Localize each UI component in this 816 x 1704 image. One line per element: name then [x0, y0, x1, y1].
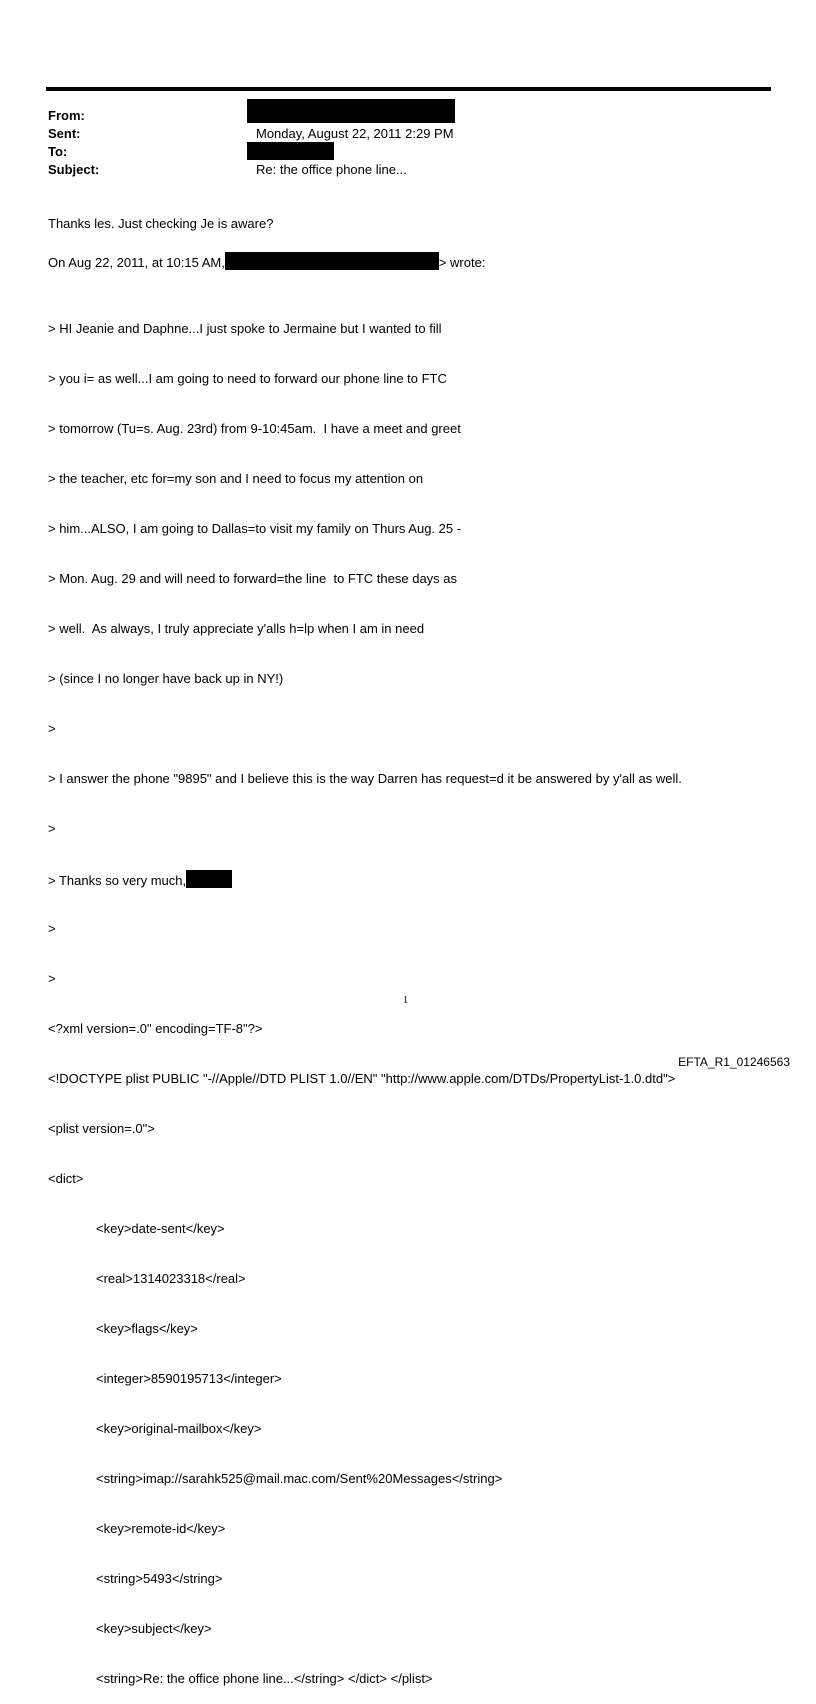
plist-entry: <string>Re: the office phone line...</string> </dict> </plist>	[96, 1671, 433, 1686]
attribution-line	[48, 252, 485, 271]
xml-declaration: <?xml version=.0" encoding=TF-8"?>	[48, 1021, 263, 1036]
subject-value: Re: the office phone line...	[256, 162, 407, 177]
page-number: 1	[403, 995, 408, 1006]
plist-open: <plist version=.0">	[48, 1121, 155, 1136]
quoted-line: > (since I no longer have back up in NY!)	[48, 671, 284, 686]
quoted-line: > Mon. Aug. 29 and will need to forward=the line to FTC these days as	[48, 571, 458, 586]
sent-label: Sent:	[48, 126, 81, 141]
quoted-line: >	[48, 821, 56, 836]
quoted-line: >	[48, 921, 56, 936]
reply-line: Thanks les. Just checking Je is aware?	[48, 216, 274, 231]
from-redaction	[247, 99, 455, 123]
quoted-line: >	[48, 721, 56, 736]
thanks-line	[48, 870, 682, 888]
doctype-line: <!DOCTYPE plist PUBLIC "-//Apple//DTD PLIST 1.0//EN" "http://www.apple.com/DTDs/PropertyList-1.0.dtd">	[48, 1071, 676, 1086]
attribution-prefix: On Aug 22, 2011, at 10:15 AM,	[48, 255, 225, 270]
to-redaction	[247, 142, 334, 160]
plist-entry: <key>date-sent</key>	[96, 1221, 225, 1236]
quoted-line: > well. As always, I truly appreciate y'alls h=lp when I am in need	[48, 621, 425, 636]
quoted-line: > HI Jeanie and Daphne...I just spoke to Jermaine but I wanted to fill	[48, 321, 442, 336]
document-id: EFTA_R1_01246563	[678, 1055, 790, 1069]
attribution-suffix: > wrote:	[438, 255, 486, 270]
quoted-line: > you i= as well...I am going to need to forward our phone line to FTC	[48, 371, 447, 386]
quoted-line: > the teacher, etc for=my son and I need to focus my attention on	[48, 471, 424, 486]
signature-redaction	[186, 870, 232, 888]
plist-entry: <string>5493</string>	[96, 1571, 223, 1586]
quoted-line: > him...ALSO, I am going to Dallas=to visit my family on Thurs Aug. 25 -	[48, 521, 462, 536]
plist-entry: <real>1314023318</real>	[96, 1271, 246, 1286]
plist-entry: <key>flags</key>	[96, 1321, 198, 1336]
from-label: From:	[48, 108, 85, 123]
quoted-message	[48, 288, 682, 1704]
dict-open: <dict>	[48, 1171, 84, 1186]
quoted-line: >	[48, 971, 56, 986]
to-label: To:	[48, 144, 68, 159]
plist-entry: <integer>8590195713</integer>	[96, 1371, 282, 1386]
plist-entry: <key>remote-id</key>	[96, 1521, 226, 1536]
subject-label: Subject:	[48, 162, 100, 177]
header-rule	[46, 87, 771, 91]
plist-entry: <key>subject</key>	[96, 1621, 212, 1636]
quoted-line: > tomorrow (Tu=s. Aug. 23rd) from 9-10:45am. I have a meet and greet	[48, 421, 461, 436]
sender-redaction	[225, 252, 439, 270]
thanks-text: > Thanks so very much,	[48, 873, 187, 888]
plist-entry: <string>imap://sarahk525@mail.mac.com/Sent%20Messages</string>	[96, 1471, 503, 1486]
plist-entry: <key>original-mailbox</key>	[96, 1421, 262, 1436]
sent-value: Monday, August 22, 2011 2:29 PM	[256, 126, 454, 141]
quoted-line: > I answer the phone "9895" and I believe this is the way Darren has request=d it be answered by y'all as well.	[48, 771, 682, 786]
